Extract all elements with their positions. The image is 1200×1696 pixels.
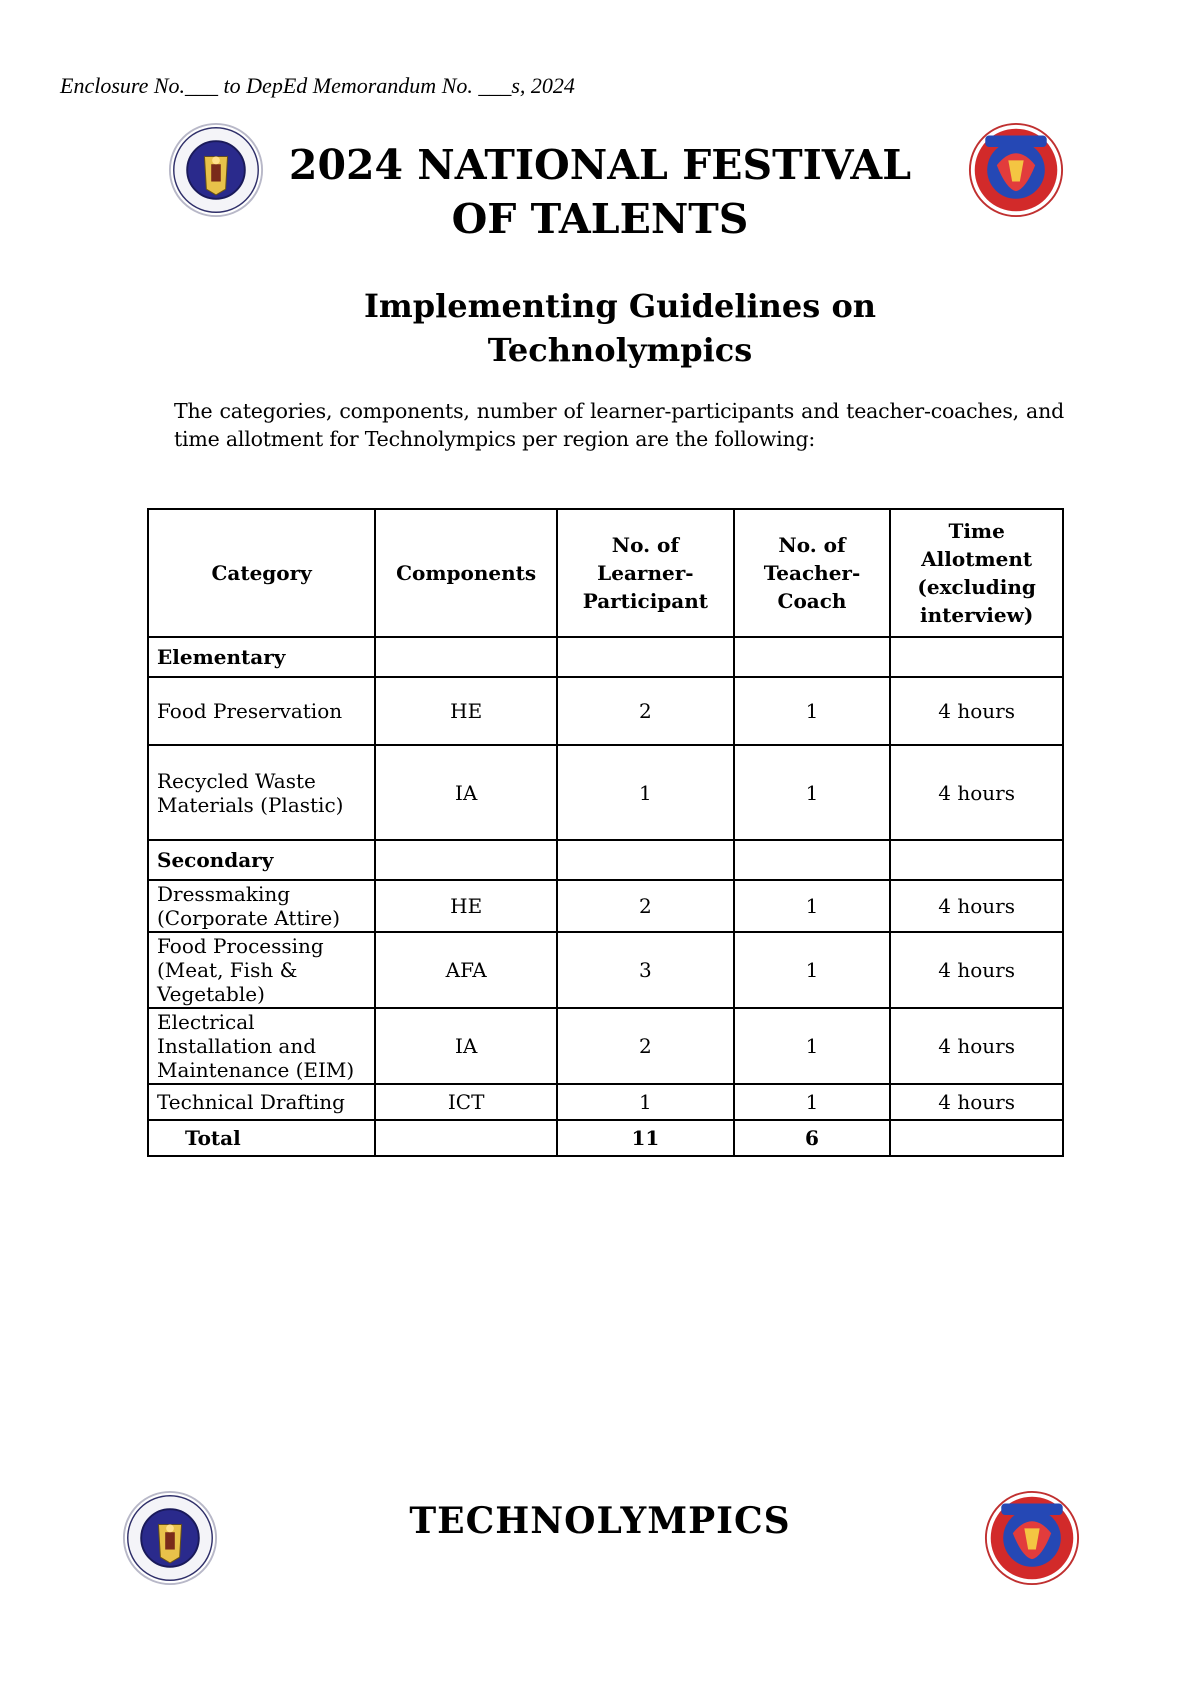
time-cell: 4 hours: [890, 745, 1063, 840]
secondary-section-row: [148, 840, 1063, 880]
total-row: [148, 1120, 1063, 1156]
category-cell: Food Preservation: [148, 677, 375, 745]
component-cell: HE: [375, 677, 557, 745]
category-cell: Technical Drafting: [148, 1084, 375, 1120]
coaches-cell: 1: [734, 677, 891, 745]
total-label: Total: [148, 1120, 375, 1156]
component-cell: ICT: [375, 1084, 557, 1120]
title-line-1: 2024 NATIONAL FESTIVAL: [288, 141, 912, 189]
table-header-row: [148, 509, 1063, 637]
component-cell: AFA: [375, 932, 557, 1008]
component-cell: IA: [375, 745, 557, 840]
section-label-secondary: Secondary: [148, 840, 375, 880]
section-title-line-1: Implementing Guidelines on: [363, 287, 877, 325]
table-row: [148, 1084, 1063, 1120]
time-cell: 4 hours: [890, 1008, 1063, 1084]
time-cell: 4 hours: [890, 880, 1063, 932]
learners-cell: 2: [557, 677, 734, 745]
time-cell: 4 hours: [890, 1084, 1063, 1120]
table-row: [148, 932, 1063, 1008]
document-title: [270, 138, 930, 246]
component-cell: IA: [375, 1008, 557, 1084]
elementary-section-row: [148, 637, 1063, 677]
header-category: Category: [148, 509, 375, 637]
learners-cell: 1: [557, 745, 734, 840]
component-cell: HE: [375, 880, 557, 932]
footer-title: TECHNOLYMPICS: [409, 1500, 791, 1542]
section-title-line-2: Technolympics: [487, 331, 753, 369]
festival-of-talents-logo: [968, 122, 1064, 218]
total-coaches: 6: [734, 1120, 891, 1156]
table-row: [148, 880, 1063, 932]
festival-of-talents-logo-footer: [984, 1490, 1080, 1586]
section-title: [300, 284, 940, 372]
category-cell: Food Processing (Meat, Fish & Vegetable): [148, 932, 375, 1008]
learners-cell: 2: [557, 880, 734, 932]
title-line-2: OF TALENTS: [451, 195, 749, 243]
header-time-allotment: Time Allotment (excluding interview): [890, 509, 1063, 637]
technolympics-table: [147, 508, 1064, 1157]
category-cell: Recycled Waste Materials (Plastic): [148, 745, 375, 840]
learners-cell: 3: [557, 932, 734, 1008]
time-cell: 4 hours: [890, 932, 1063, 1008]
total-learners: 11: [557, 1120, 734, 1156]
learners-cell: 1: [557, 1084, 734, 1120]
enclosure-note: Enclosure No.___ to DepEd Memorandum No. ___s, 2024: [60, 73, 575, 98]
table-row: [148, 1008, 1063, 1084]
table-row: [148, 677, 1063, 745]
coaches-cell: 1: [734, 880, 891, 932]
coaches-cell: 1: [734, 745, 891, 840]
section-label-elementary: Elementary: [148, 637, 375, 677]
header-teacher-coach: No. of Teacher-Coach: [734, 509, 891, 637]
coaches-cell: 1: [734, 1084, 891, 1120]
learners-cell: 2: [557, 1008, 734, 1084]
intro-paragraph: The categories, components, number of learner-participants and teacher-coaches, and time allotment for Technolympics per region are the following:: [174, 399, 1064, 451]
table-row: [148, 745, 1063, 840]
time-cell: 4 hours: [890, 677, 1063, 745]
coaches-cell: 1: [734, 932, 891, 1008]
deped-seal-logo: [168, 122, 264, 218]
header-components: Components: [375, 509, 557, 637]
header-learner-participant: No. of Learner-Participant: [557, 509, 734, 637]
category-cell: Dressmaking (Corporate Attire): [148, 880, 375, 932]
deped-seal-logo-footer: [122, 1490, 218, 1586]
coaches-cell: 1: [734, 1008, 891, 1084]
category-cell: Electrical Installation and Maintenance (EIM): [148, 1008, 375, 1084]
